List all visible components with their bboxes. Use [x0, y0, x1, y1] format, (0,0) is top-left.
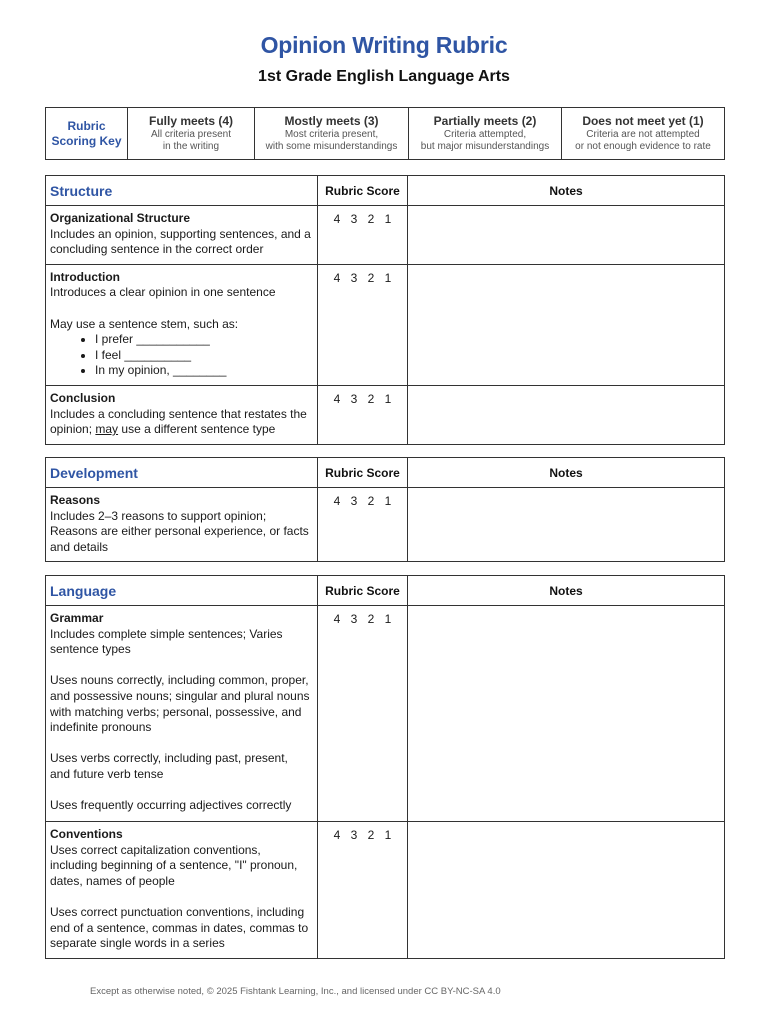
scoring-level-4: Fully meets (4) All criteria present in the writing	[128, 108, 255, 160]
criterion-conventions: Conventions Uses correct capitalization conventions, including beginning of a sentence, "I" pronoun, dates, names of people Uses correct punctuation conventions, including end of a sentence, commas in dates, commas to separate single words in a series	[46, 822, 318, 959]
notes-cell[interactable]	[408, 822, 725, 959]
scoring-key-label: Rubric Scoring Key	[46, 108, 128, 160]
notes-cell[interactable]	[408, 264, 725, 385]
table-row	[46, 264, 725, 385]
score-options[interactable]: 4 3 2 1	[318, 488, 408, 562]
table-row	[46, 385, 725, 444]
score-options[interactable]: 4 3 2 1	[318, 264, 408, 385]
section-title: Structure	[46, 176, 318, 206]
score-options[interactable]: 4 3 2 1	[318, 206, 408, 265]
scoring-key-table	[45, 107, 725, 160]
table-row	[46, 606, 725, 822]
table-row	[46, 822, 725, 959]
list-item: • I feel __________	[95, 348, 311, 364]
page-subtitle: 1st Grade English Language Arts	[258, 68, 510, 85]
scoring-level-1: Does not meet yet (1) Criteria are not attempted or not enough evidence to rate	[562, 108, 725, 160]
sentence-stem-list	[50, 332, 311, 379]
notes-cell[interactable]	[408, 606, 725, 822]
list-item: • In my opinion, ________	[95, 363, 311, 379]
notes-header: Notes	[408, 176, 725, 206]
scoring-level-3: Mostly meets (3) Most criteria present, with some misunderstandings	[255, 108, 409, 160]
section-language	[45, 575, 725, 959]
section-structure	[45, 175, 725, 445]
footer-license: Except as otherwise noted, © 2025 Fishtank Learning, Inc., and licensed under CC BY-NC-SA 4.0	[90, 986, 501, 997]
table-row	[46, 206, 725, 265]
notes-cell[interactable]	[408, 488, 725, 562]
section-title: Language	[46, 576, 318, 606]
page-title: Opinion Writing Rubric	[260, 32, 508, 58]
notes-cell[interactable]	[408, 206, 725, 265]
table-row	[46, 488, 725, 562]
rubric-score-header: Rubric Score	[318, 458, 408, 488]
notes-header: Notes	[408, 576, 725, 606]
score-options[interactable]: 4 3 2 1	[318, 385, 408, 444]
rubric-score-header: Rubric Score	[318, 576, 408, 606]
section-title: Development	[46, 458, 318, 488]
score-options[interactable]: 4 3 2 1	[318, 822, 408, 959]
scoring-level-2: Partially meets (2) Criteria attempted, but major misunderstandings	[409, 108, 562, 160]
criterion-grammar: Grammar Includes complete simple sentences; Varies sentence types Uses nouns correctly, including common, proper, and possessive nouns; singular and plural nouns with matching verbs; personal, possessive, and indefinite pronouns Uses verbs correctly, including past, present, and future verb tense Uses frequently occurring adjectives correctly	[46, 606, 318, 822]
criterion-organizational-structure: Organizational Structure Includes an opinion, supporting sentences, and a concluding sentence in the correct order	[46, 206, 318, 265]
notes-header: Notes	[408, 458, 725, 488]
criterion-conclusion: Conclusion Includes a concluding sentence that restates the opinion; may use a different sentence type	[46, 385, 318, 444]
list-item: • I prefer ___________	[95, 332, 311, 348]
criterion-introduction: Introduction Introduces a clear opinion in one sentence May use a sentence stem, such as: • I prefer ___________ • I feel __________ • In my opinion, ________	[46, 264, 318, 385]
score-options[interactable]: 4 3 2 1	[318, 606, 408, 822]
notes-cell[interactable]	[408, 385, 725, 444]
rubric-score-header: Rubric Score	[318, 176, 408, 206]
section-development	[45, 457, 725, 562]
criterion-reasons: Reasons Includes 2–3 reasons to support opinion; Reasons are either personal experience, or facts and details	[46, 488, 318, 562]
